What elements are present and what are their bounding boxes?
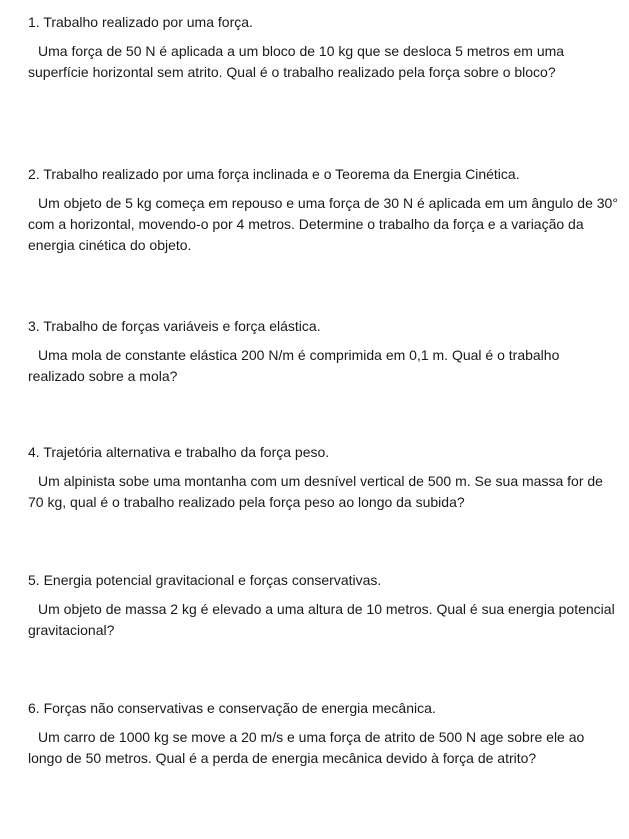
question-3-body: Uma mola de constante elástica 200 N/m é comprimida em 0,1 m. Qual é o trabalho realizado sobre a mola? [28, 347, 560, 384]
question-3-title: 3. Trabalho de forças variáveis e força elástica. [28, 318, 321, 334]
question-6 [28, 698, 620, 769]
question-2-title: 2. Trabalho realizado por uma força inclinada e o Teorema da Energia Cinética. [28, 166, 520, 182]
question-2-body: Um objeto de 5 kg começa em repouso e uma força de 30 N é aplicada em um ângulo de 30° com a horizontal, movendo-o por 4 metros. Determine o trabalho da força e a variação da energia cinética do objeto. [28, 195, 618, 253]
question-4 [28, 442, 620, 513]
question-1-title: 1. Trabalho realizado por uma força. [28, 14, 253, 30]
question-4-body: Um alpinista sobe uma montanha com um desnível vertical de 500 m. Se sua massa for de 70 kg, qual é o trabalho realizado pela força peso ao longo da subida? [28, 473, 603, 510]
question-2 [28, 164, 620, 256]
question-5-body: Um objeto de massa 2 kg é elevado a uma altura de 10 metros. Qual é sua energia potencial gravitacional? [28, 601, 615, 638]
question-4-title: 4. Trajetória alternativa e trabalho da força peso. [28, 444, 330, 460]
question-5-title: 5. Energia potencial gravitacional e forças conservativas. [28, 572, 382, 588]
question-6-title: 6. Forças não conservativas e conservação de energia mecânica. [28, 700, 436, 716]
question-1 [28, 12, 620, 83]
question-3 [28, 316, 620, 387]
question-1-body: Uma força de 50 N é aplicada a um bloco de 10 kg que se desloca 5 metros em uma superfície horizontal sem atrito. Qual é o trabalho realizado pela força sobre o bloco? [28, 43, 565, 80]
question-6-body: Um carro de 1000 kg se move a 20 m/s e uma força de atrito de 500 N age sobre ele ao longo de 50 metros. Qual é a perda de energia mecânica devido à força de atrito? [28, 729, 585, 766]
question-5 [28, 570, 620, 641]
